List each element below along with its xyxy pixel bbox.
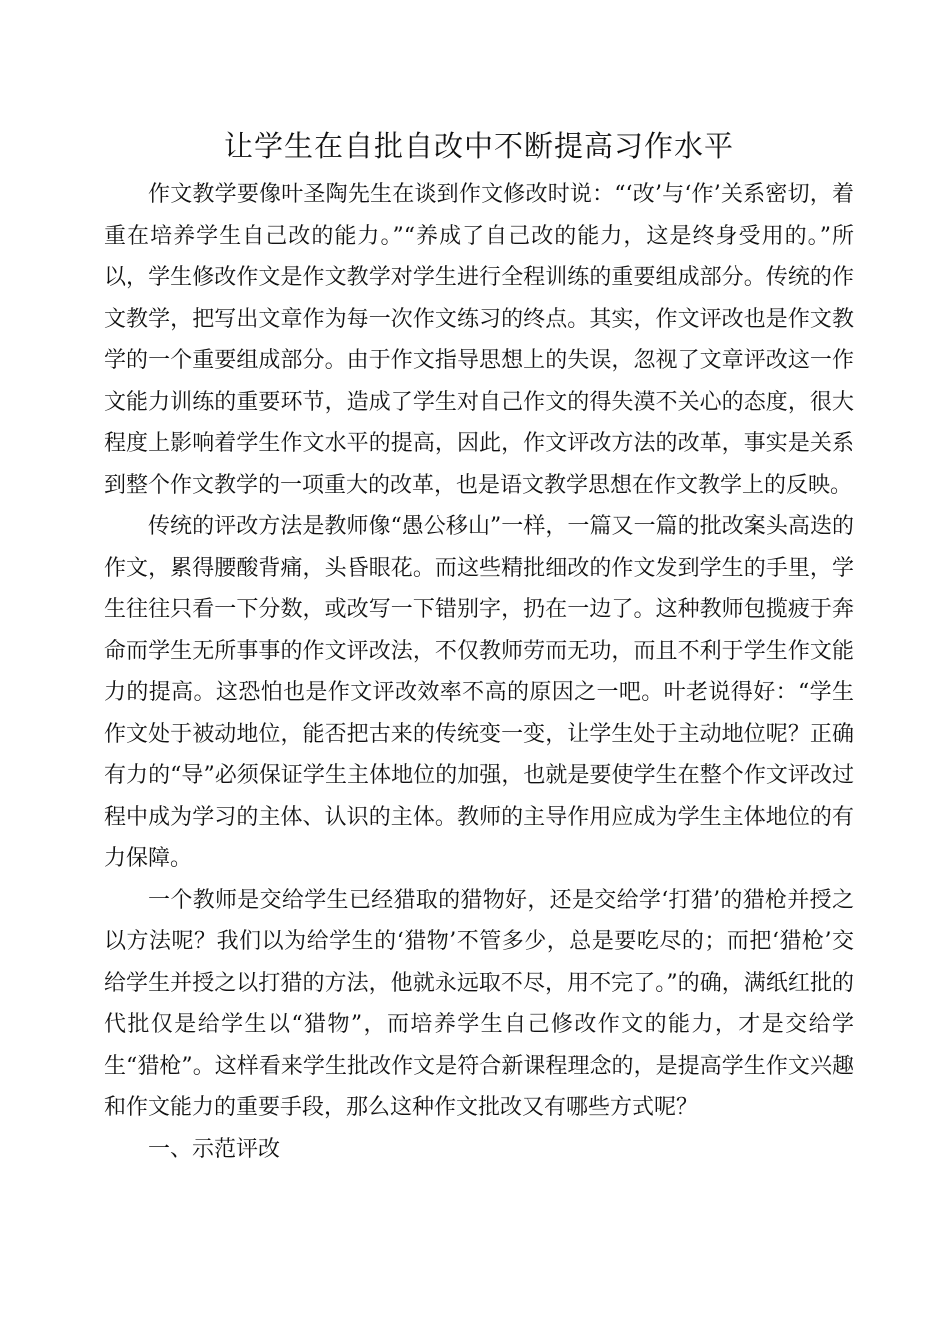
section-heading: 一、示范评改 [148,1136,281,1162]
paragraph-1: 作文教学要像叶圣陶先生在谈到作文修改时说：“‘改’与‘作’关系密切，着重在培养学生自己改的能力。”“养成了自己改的能力，这是终身受用的。”所以，学生修改作文是作文教学对学生进行全程训练的重要组成部分。传统的作文教学，把写出文章作为每一次作文练习的终点。其实，作文评改也是作文教学的一个重要组成部分。由于作文指导思想上的失误，忽视了文章评改这一作文能力训练的重要环节，造成了学生对自己作文的得失漠不关心的态度，很大程度上影响着学生作文水平的提高，因此，作文评改方法的改革，事实是关系到整个作文教学的一项重大的改革，也是语文教学思想在作文教学上的反映。 [104,182,854,498]
document-title: 让学生在自批自改中不断提高习作水平 [223,129,734,163]
paragraph-2: 传统的评改方法是教师像“愚公移山”一样，一篇又一篇的批改案头高迭的作文，累得腰酸背痛，头昏眼花。而这些精批细改的作文发到学生的手里，学生往往只看一下分数，或改写一下错别字，扔在一边了。这种教师包揽疲于奔命而学生无所事事的作文评改法，不仅教师劳而无功，而且不利于学生作文能力的提高。这恐怕也是作文评改效率不高的原因之一吧。叶老说得好：“学生作文处于被动地位，能否把古来的传统变一变，让学生处于主动地位呢？正确有力的“导”必须保证学生主体地位的加强，也就是要使学生在整个作文评改过程中成为学习的主体、认识的主体。教师的主导作用应成为学生主体地位的有力保障。 [104,514,854,871]
paragraph-3: 一个教师是交给学生已经猎取的猎物好，还是交给学‘打猎’的猎枪并授之以方法呢？我们以为给学生的‘猎物’不管多少，总是要吃尽的；而把‘猎枪’交给学生并授之以打猎的方法，他就永远取不尽，用不完了。”的确，满纸红批的代批仅是给学生以“猎物”，而培养学生自己修改作文的能力，才是交给学生“猎枪”。这样看来学生批改作文是符合新课程理念的，是提高学生作文兴趣和作文能力的重要手段，那么这种作文批改又有哪些方式呢？ [104,887,854,1120]
